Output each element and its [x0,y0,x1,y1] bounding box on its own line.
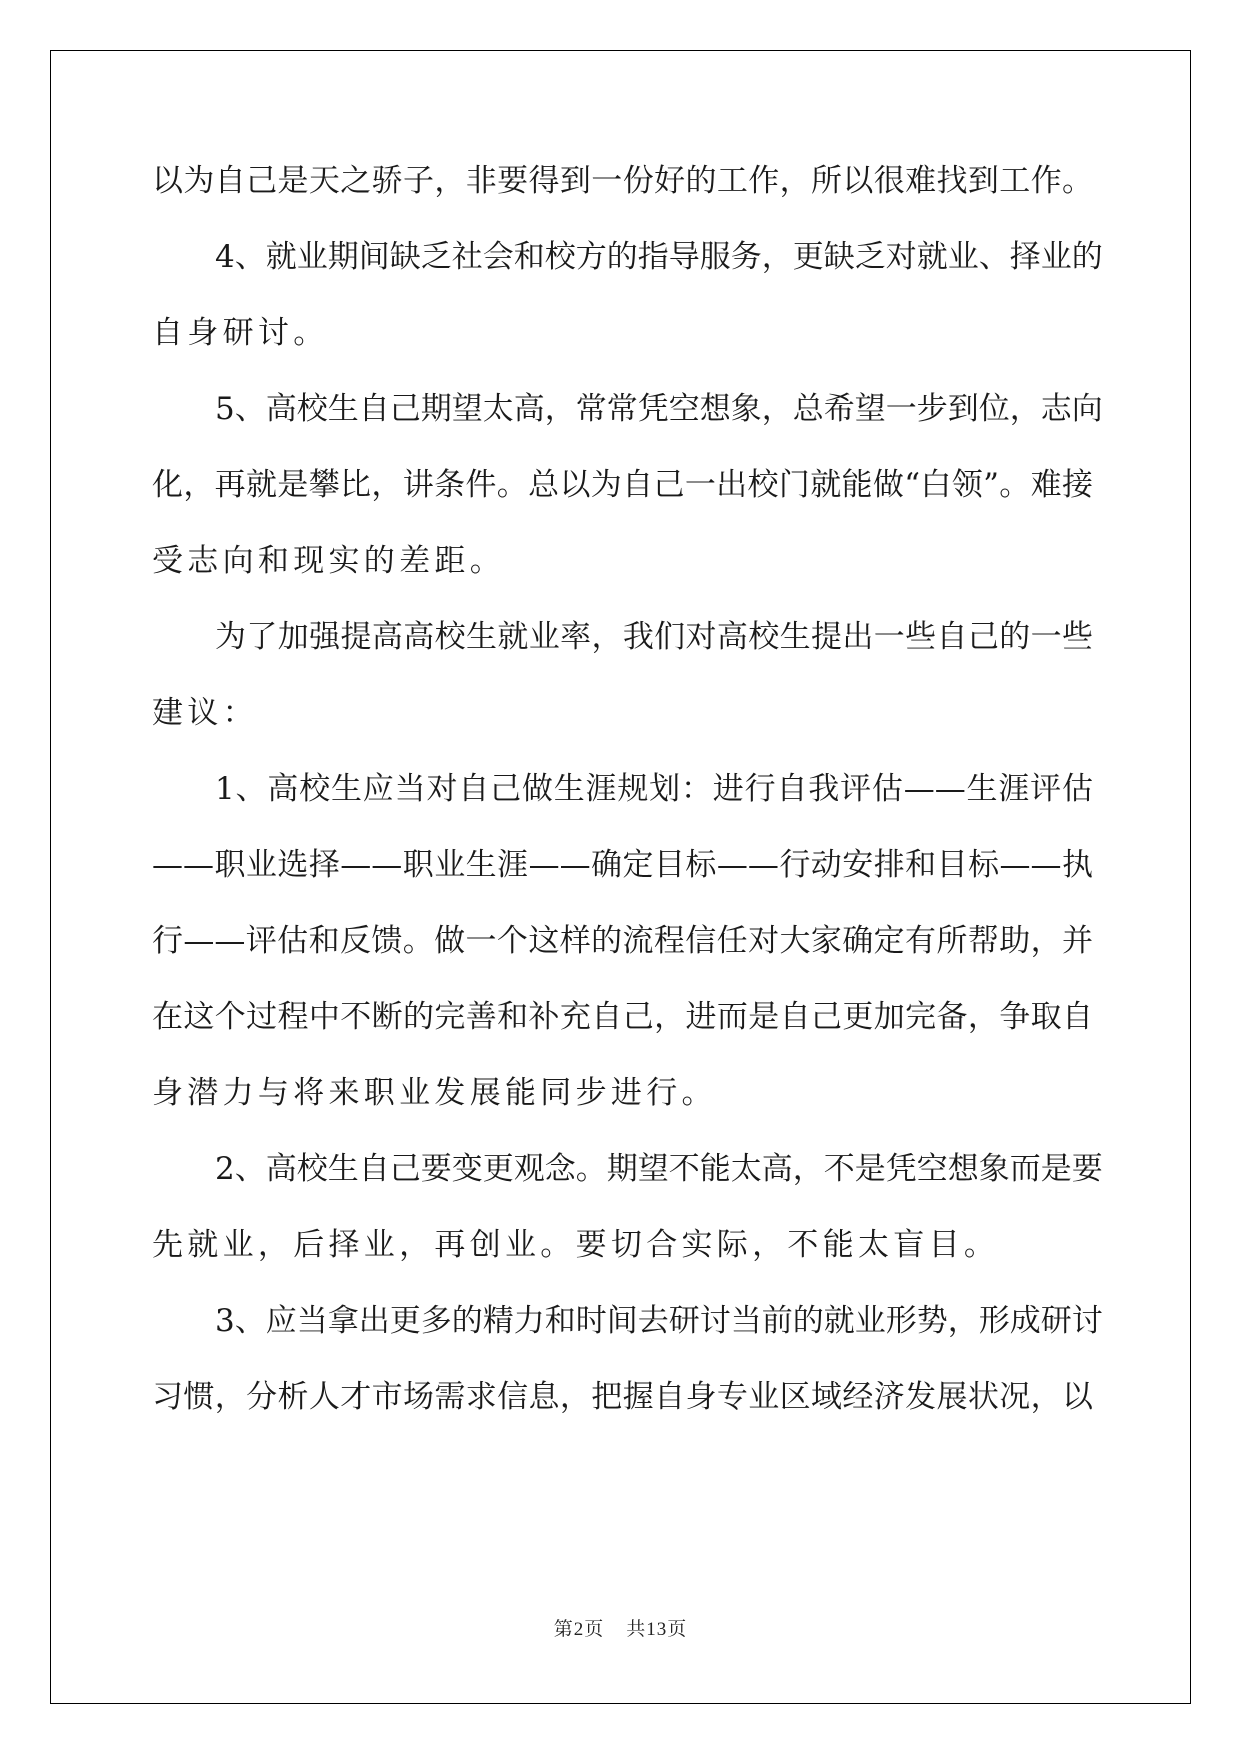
text-line: 建议： [152,695,258,731]
text-line: 受志向和现实的差距。 [152,543,505,579]
text-line: 3、应当拿出更多的精力和时间去研讨当前的就业形势，形成研讨 [215,1303,1103,1339]
text-line: 以为自己是天之骄子，非要得到一份好的工作，所以很难找到工作。 [152,163,1093,199]
page-footer [0,1614,1241,1641]
text-line: ——职业选择——职业生涯——确定目标——行动安排和目标——执 [152,847,1093,883]
text-line: 为了加强提高高校生就业率，我们对高校生提出一些自己的一些 [215,619,1093,655]
text-line: 在这个过程中不断的完善和补充自己，进而是自己更加完备，争取自 [152,999,1093,1035]
text-line: 1、高校生应当对自己做生涯规划：进行自我评估——生涯评估 [215,771,1093,807]
text-line: 5、高校生自己期望太高，常常凭空想象，总希望一步到位，志向 [215,391,1103,427]
document-body [152,161,1103,1453]
text-line: 身潜力与将来职业发展能同步进行。 [152,1075,717,1111]
text-line: 4、就业期间缺乏社会和校方的指导服务，更缺乏对就业、择业的 [215,239,1103,275]
text-line: 2、高校生自己要变更观念。期望不能太高，不是凭空想象而是要 [215,1151,1103,1187]
text-line: 行——评估和反馈。做一个这样的流程信任对大家确定有所帮助，并 [152,923,1093,959]
text-line: 先就业，后择业，再创业。要切合实际，不能太盲目。 [152,1227,1000,1263]
text-line: 化，再就是攀比，讲条件。总以为自己一出校门就能做“白领”。难接 [152,467,1093,503]
text-line: 习惯，分析人才市场需求信息，把握自身专业区域经济发展状况，以 [152,1379,1093,1415]
page-number: 第2页 [553,1619,605,1640]
total-pages: 共13页 [626,1619,688,1640]
text-line: 自身研讨。 [152,315,329,351]
